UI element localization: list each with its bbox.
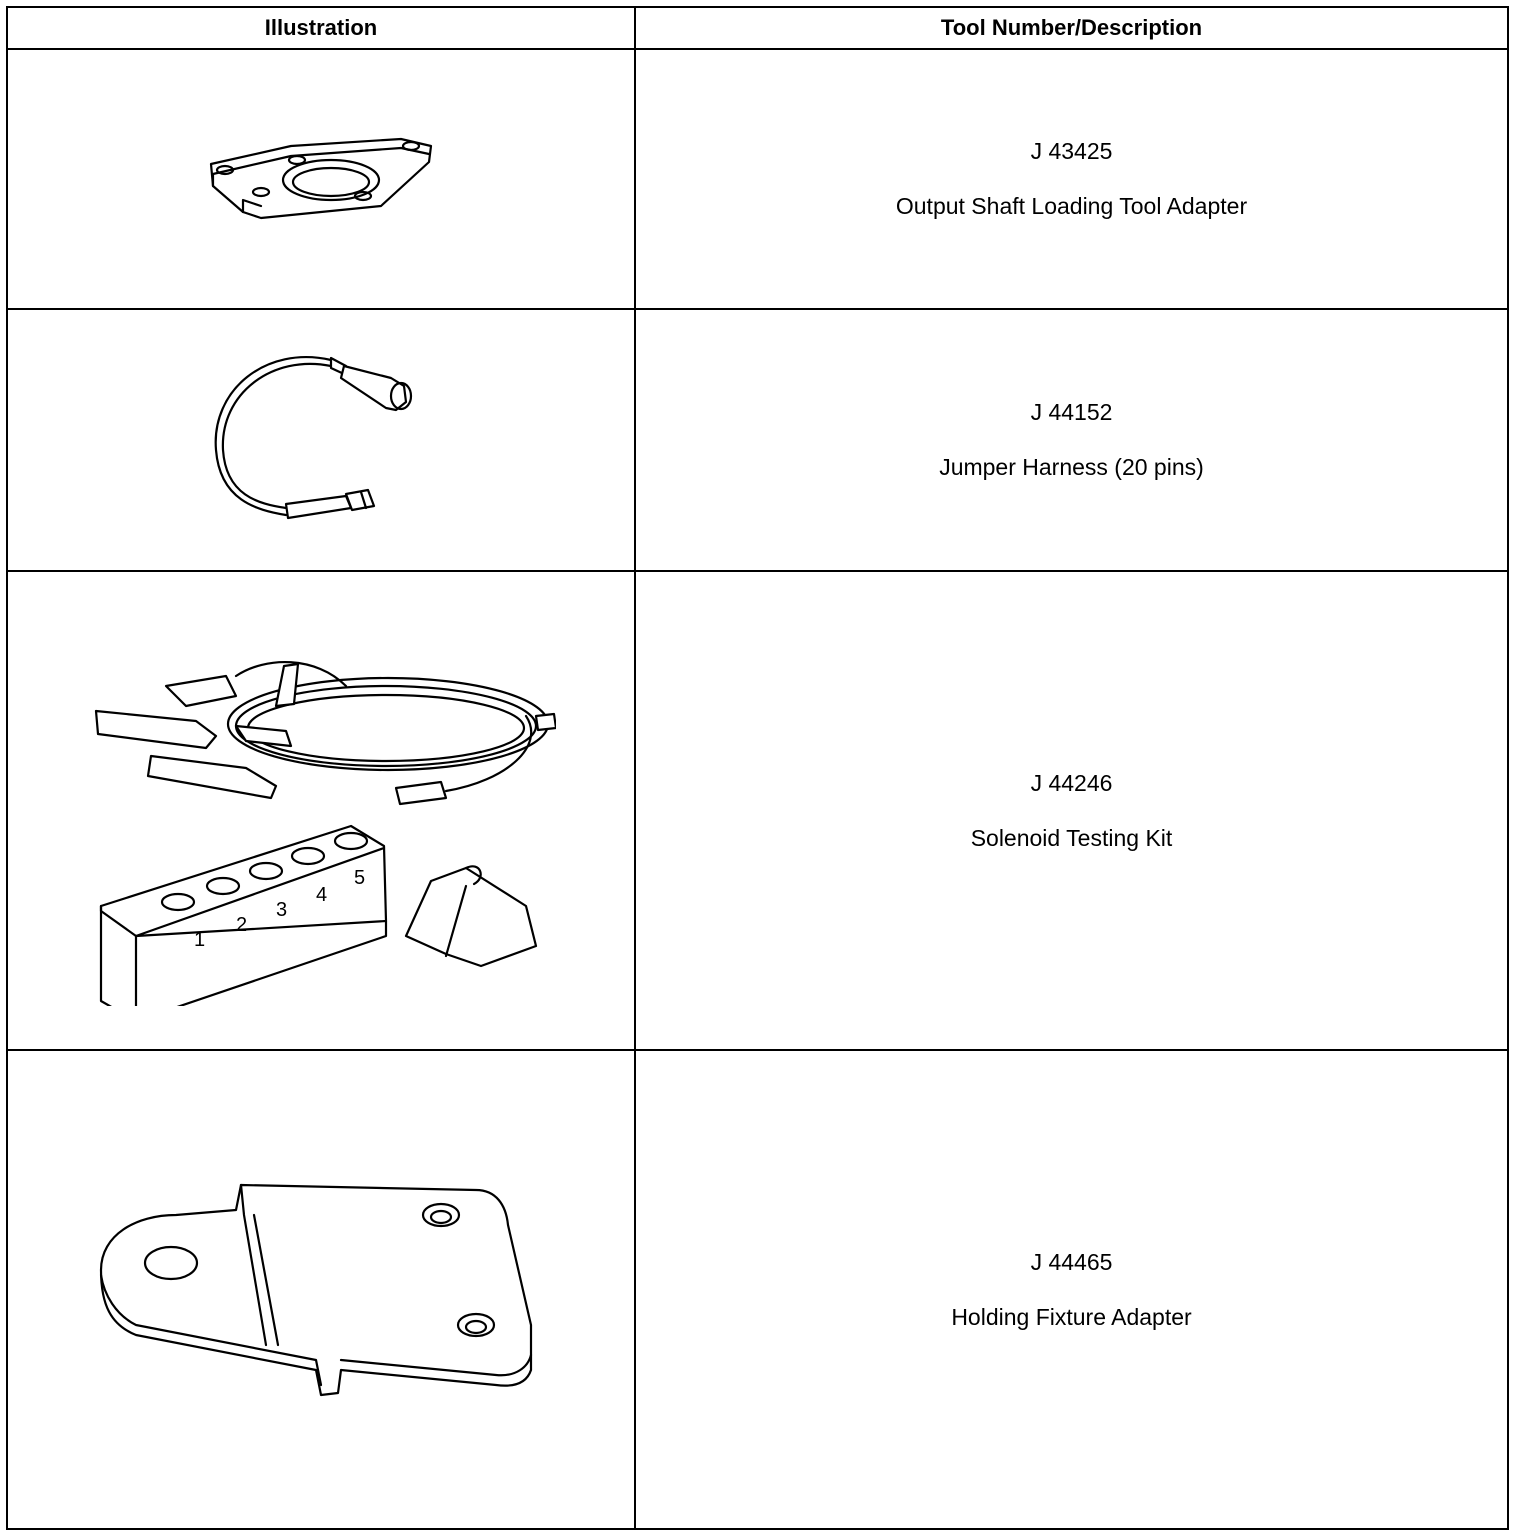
tool-description: Jumper Harness (20 pins): [939, 454, 1204, 480]
output-shaft-adapter-icon: [201, 134, 441, 224]
header-row: [7, 7, 1508, 49]
header-tool-number-description: Tool Number/Description: [635, 7, 1508, 49]
table-row: [7, 49, 1508, 309]
illustration-cell: [7, 1050, 635, 1529]
tool-number: J 44465: [1030, 1248, 1113, 1275]
header-illustration: Illustration: [7, 7, 635, 49]
tool-description-cell: [635, 1050, 1508, 1529]
solenoid-testing-kit-icon: [86, 616, 556, 1006]
illustration-cell: [7, 309, 635, 571]
tool-description: Output Shaft Loading Tool Adapter: [895, 193, 1248, 219]
tool-description-cell: [635, 309, 1508, 571]
illustration-cell: [7, 571, 635, 1050]
table-row: [7, 309, 1508, 571]
terminal-label-1: 1: [194, 928, 206, 951]
tool-number: J 44246: [1030, 769, 1113, 796]
table-row: [7, 1050, 1508, 1529]
tool-number: J 44152: [1030, 399, 1113, 425]
terminal-label-2: 2: [236, 913, 248, 936]
tool-number: J 43425: [1030, 138, 1113, 164]
terminal-label-3: 3: [276, 898, 288, 921]
special-tools-table: [6, 6, 1509, 1530]
illustration-cell: [7, 49, 635, 309]
tool-description-cell: [635, 49, 1508, 309]
holding-fixture-adapter-icon: [96, 1175, 546, 1405]
tool-description-cell: [635, 571, 1508, 1050]
table-row: [7, 571, 1508, 1050]
terminal-label-4: 4: [316, 883, 328, 906]
terminal-label-5: 5: [354, 866, 366, 889]
tool-description: Solenoid Testing Kit: [970, 824, 1173, 851]
jumper-harness-icon: [206, 350, 436, 530]
tool-description: Holding Fixture Adapter: [951, 1303, 1192, 1330]
